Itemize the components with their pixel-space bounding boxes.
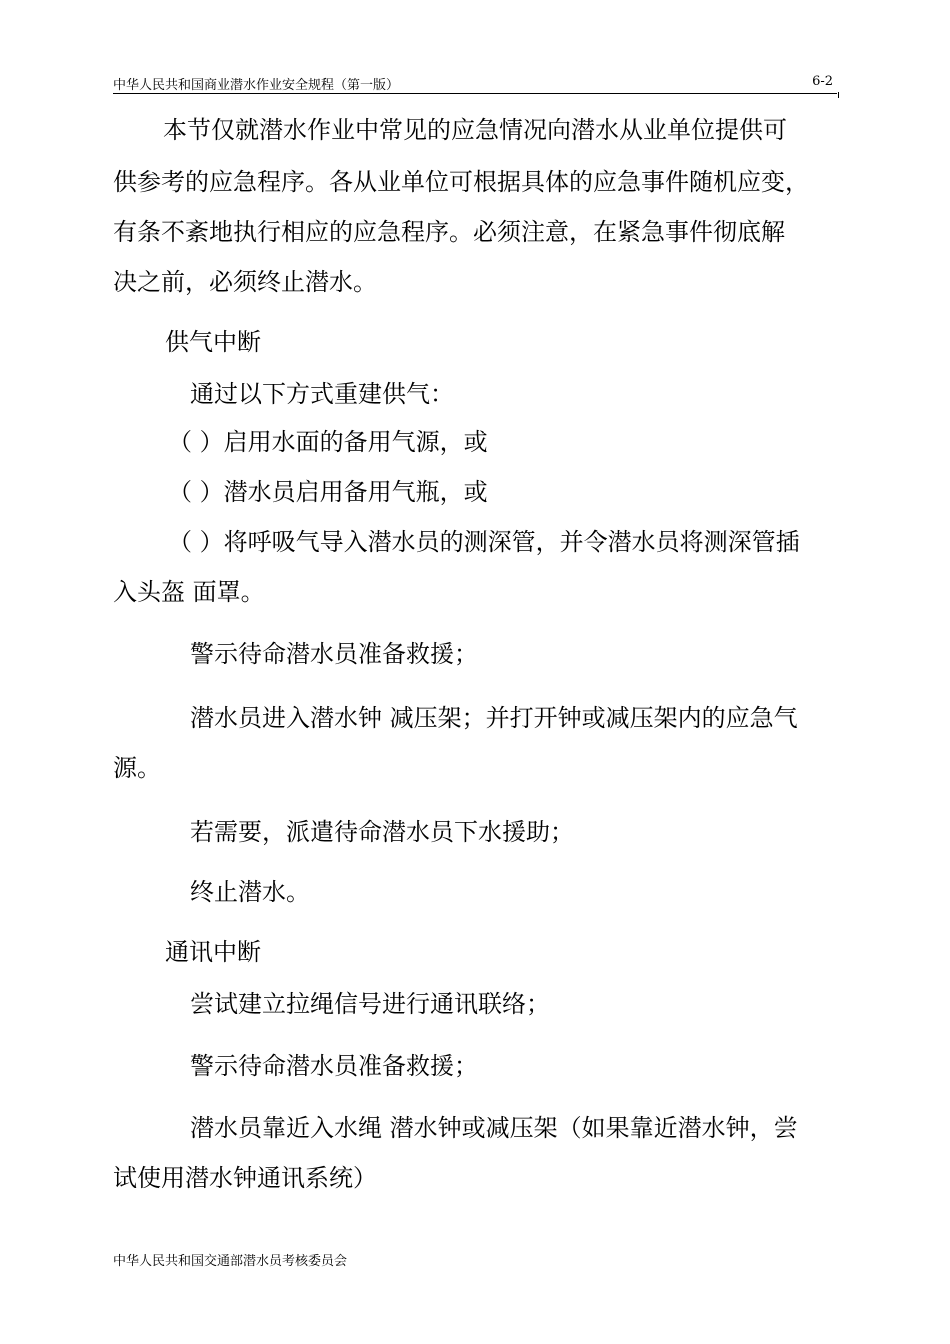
page-header — [113, 70, 837, 92]
communication-step-3: 潜水员靠近入水绳 潜水钟或减压架（如果靠近潜水钟，尝 — [190, 1114, 798, 1142]
header-rule-tick — [838, 92, 839, 98]
air-supply-option-1: （ ）启用水面的备用气源，或 — [168, 428, 488, 456]
communication-step-2: 警示待命潜水员准备救援； — [190, 1052, 478, 1080]
page-number: 6-2 — [812, 74, 833, 89]
communication-step-3-cont: 试使用潜水钟通讯系统） — [113, 1164, 377, 1192]
air-supply-step-4: 终止潜水。 — [190, 878, 310, 906]
air-supply-lead: 通过以下方式重建供气： — [190, 380, 454, 408]
air-supply-step-2: 潜水员进入潜水钟 减压架；并打开钟或减压架内的应急气 — [190, 704, 798, 732]
air-supply-option-3-cont: 入头盔 面罩。 — [113, 578, 265, 606]
intro-line-2: 供参考的应急程序。各从业单位可根据具体的应急事件随机应变， — [113, 168, 809, 196]
air-supply-step-3: 若需要，派遣待命潜水员下水援助； — [190, 818, 574, 846]
intro-line-1: 本节仅就潜水作业中常见的应急情况向潜水从业单位提供可 — [163, 116, 787, 144]
intro-line-4: 决之前，必须终止潜水。 — [113, 268, 377, 296]
air-supply-step-2-cont: 源。 — [113, 754, 161, 782]
section-heading-communication: 通讯中断 — [165, 938, 261, 966]
header-title: 中华人民共和国商业潜水作业安全规程（第一版） — [113, 78, 400, 93]
section-heading-air-supply: 供气中断 — [165, 328, 261, 356]
communication-step-1: 尝试建立拉绳信号进行通讯联络； — [190, 990, 550, 1018]
air-supply-option-3: （ ）将呼吸气导入潜水员的测深管，并令潜水员将测深管插 — [168, 528, 800, 556]
air-supply-step-1: 警示待命潜水员准备救援； — [190, 640, 478, 668]
air-supply-option-2: （ ）潜水员启用备用气瓶，或 — [168, 478, 488, 506]
header-rule — [113, 93, 837, 94]
page-footer: 中华人民共和国交通部潜水员考核委员会 — [113, 1254, 348, 1269]
intro-line-3: 有条不紊地执行相应的应急程序。必须注意，在紧急事件彻底解 — [113, 218, 785, 246]
